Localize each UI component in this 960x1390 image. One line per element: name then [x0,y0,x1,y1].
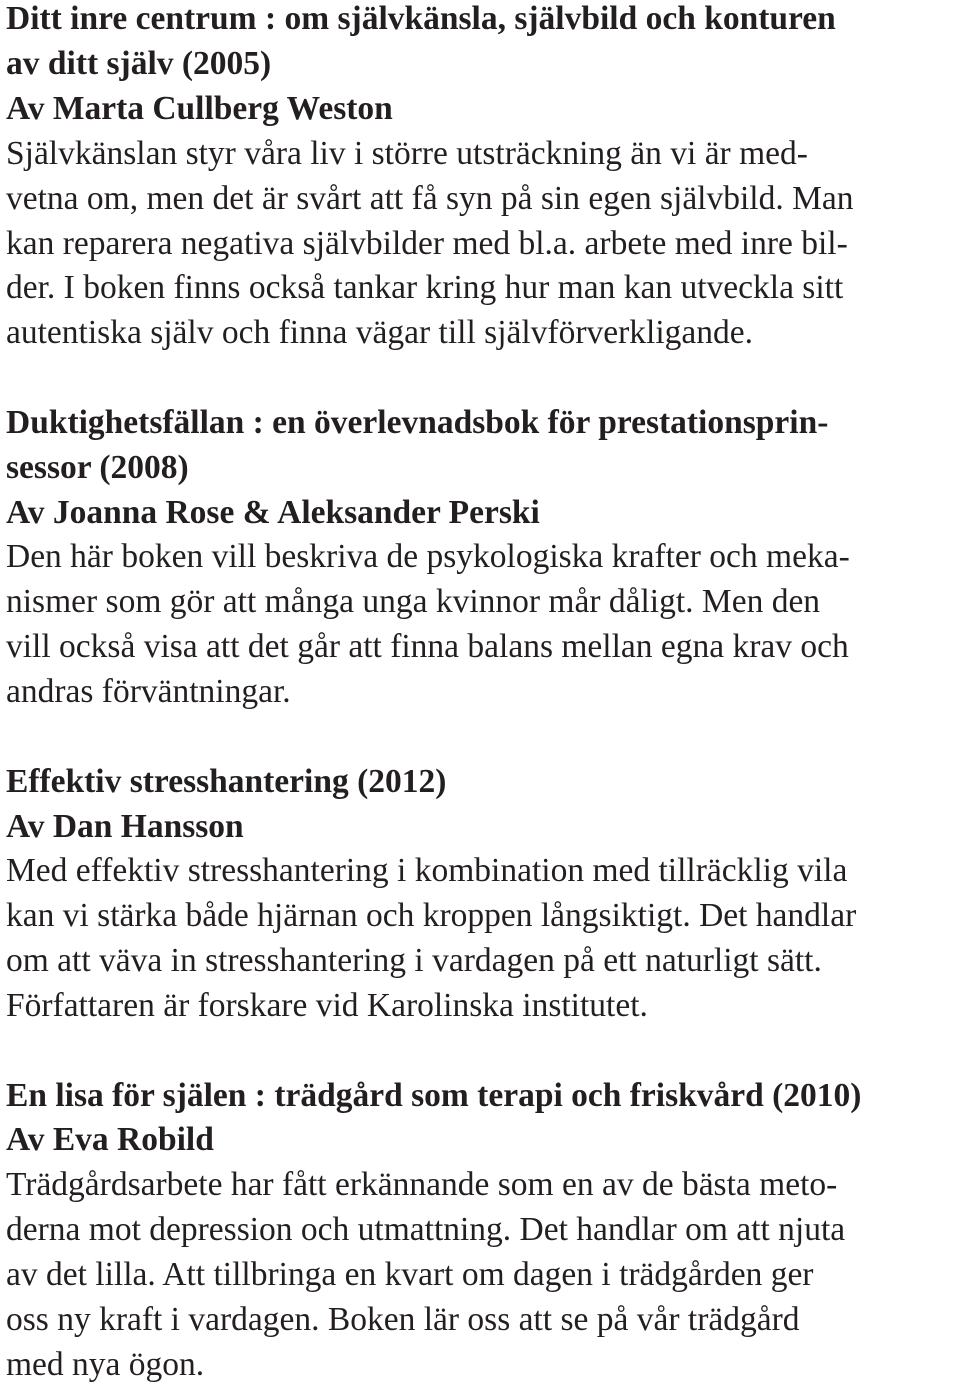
book-description-line: av det lilla. Att tillbringa en kvart om dagen i trädgården ger [6,1256,814,1294]
book-description-line: Författaren är forskare vid Karolinska institutet. [6,987,648,1025]
book-description-line: Med effektiv stresshantering i kombination med tillräcklig vila [6,852,848,890]
book-description-line: oss ny kraft i vardagen. Boken lär oss att se på vår trädgård [6,1301,800,1339]
book-title-line: Duktighetsfällan : en överlevnadsbok för prestationsprin- [6,403,829,441]
book-title-line: av ditt själv (2005) [6,44,272,82]
book-description-line: vill också visa att det går att finna balans mellan egna krav och [6,628,849,666]
book-author: Av Joanna Rose & Aleksander Perski [6,493,540,531]
book-description-line: andras förväntningar. [6,673,291,711]
book-description-line: med nya ögon. [6,1345,205,1383]
book-description-line: autentiska själv och finna vägar till självförverkligande. [6,314,753,352]
book-author: Av Dan Hansson [6,807,244,845]
book-list [6,0,956,1388]
book-author: Av Marta Cullberg Weston [6,89,393,127]
book-description-line: derna mot depression och utmattning. Det handlar om att njuta [6,1211,846,1249]
book-entry [6,401,956,715]
book-entry [6,1074,956,1388]
book-description-line: der. I boken finns också tankar kring hur man kan utveckla sitt [6,269,844,307]
book-description-line: vetna om, men det är svårt att få syn på sin egen självbild. Man [6,179,854,217]
book-entry [6,0,956,356]
book-description-line: Självkänslan styr våra liv i större utsträckning än vi är med- [6,134,808,172]
book-description-line: kan reparera negativa självbilder med bl.a. arbete med inre bil- [6,224,848,262]
book-description-line: kan vi stärka både hjärnan och kroppen långsiktigt. Det handlar [6,897,857,935]
book-description-line: Den här boken vill beskriva de psykologiska krafter och meka- [6,538,850,576]
book-title-line: En lisa för själen : trädgård som terapi och friskvård (2010) [6,1076,862,1114]
book-entry [6,760,956,1029]
book-description-line: om att väva in stresshantering i vardagen på ett naturligt sätt. [6,942,822,980]
book-author: Av Eva Robild [6,1121,214,1159]
book-title-line: sessor (2008) [6,448,189,486]
book-title-line: Ditt inre centrum : om självkänsla, självbild och konturen [6,0,836,37]
book-description-line: nismer som gör att många unga kvinnor mår dåligt. Men den [6,583,821,621]
book-title-line: Effektiv stresshantering (2012) [6,762,447,800]
book-description-line: Trädgårdsarbete har fått erkännande som en av de bästa meto- [6,1166,838,1204]
